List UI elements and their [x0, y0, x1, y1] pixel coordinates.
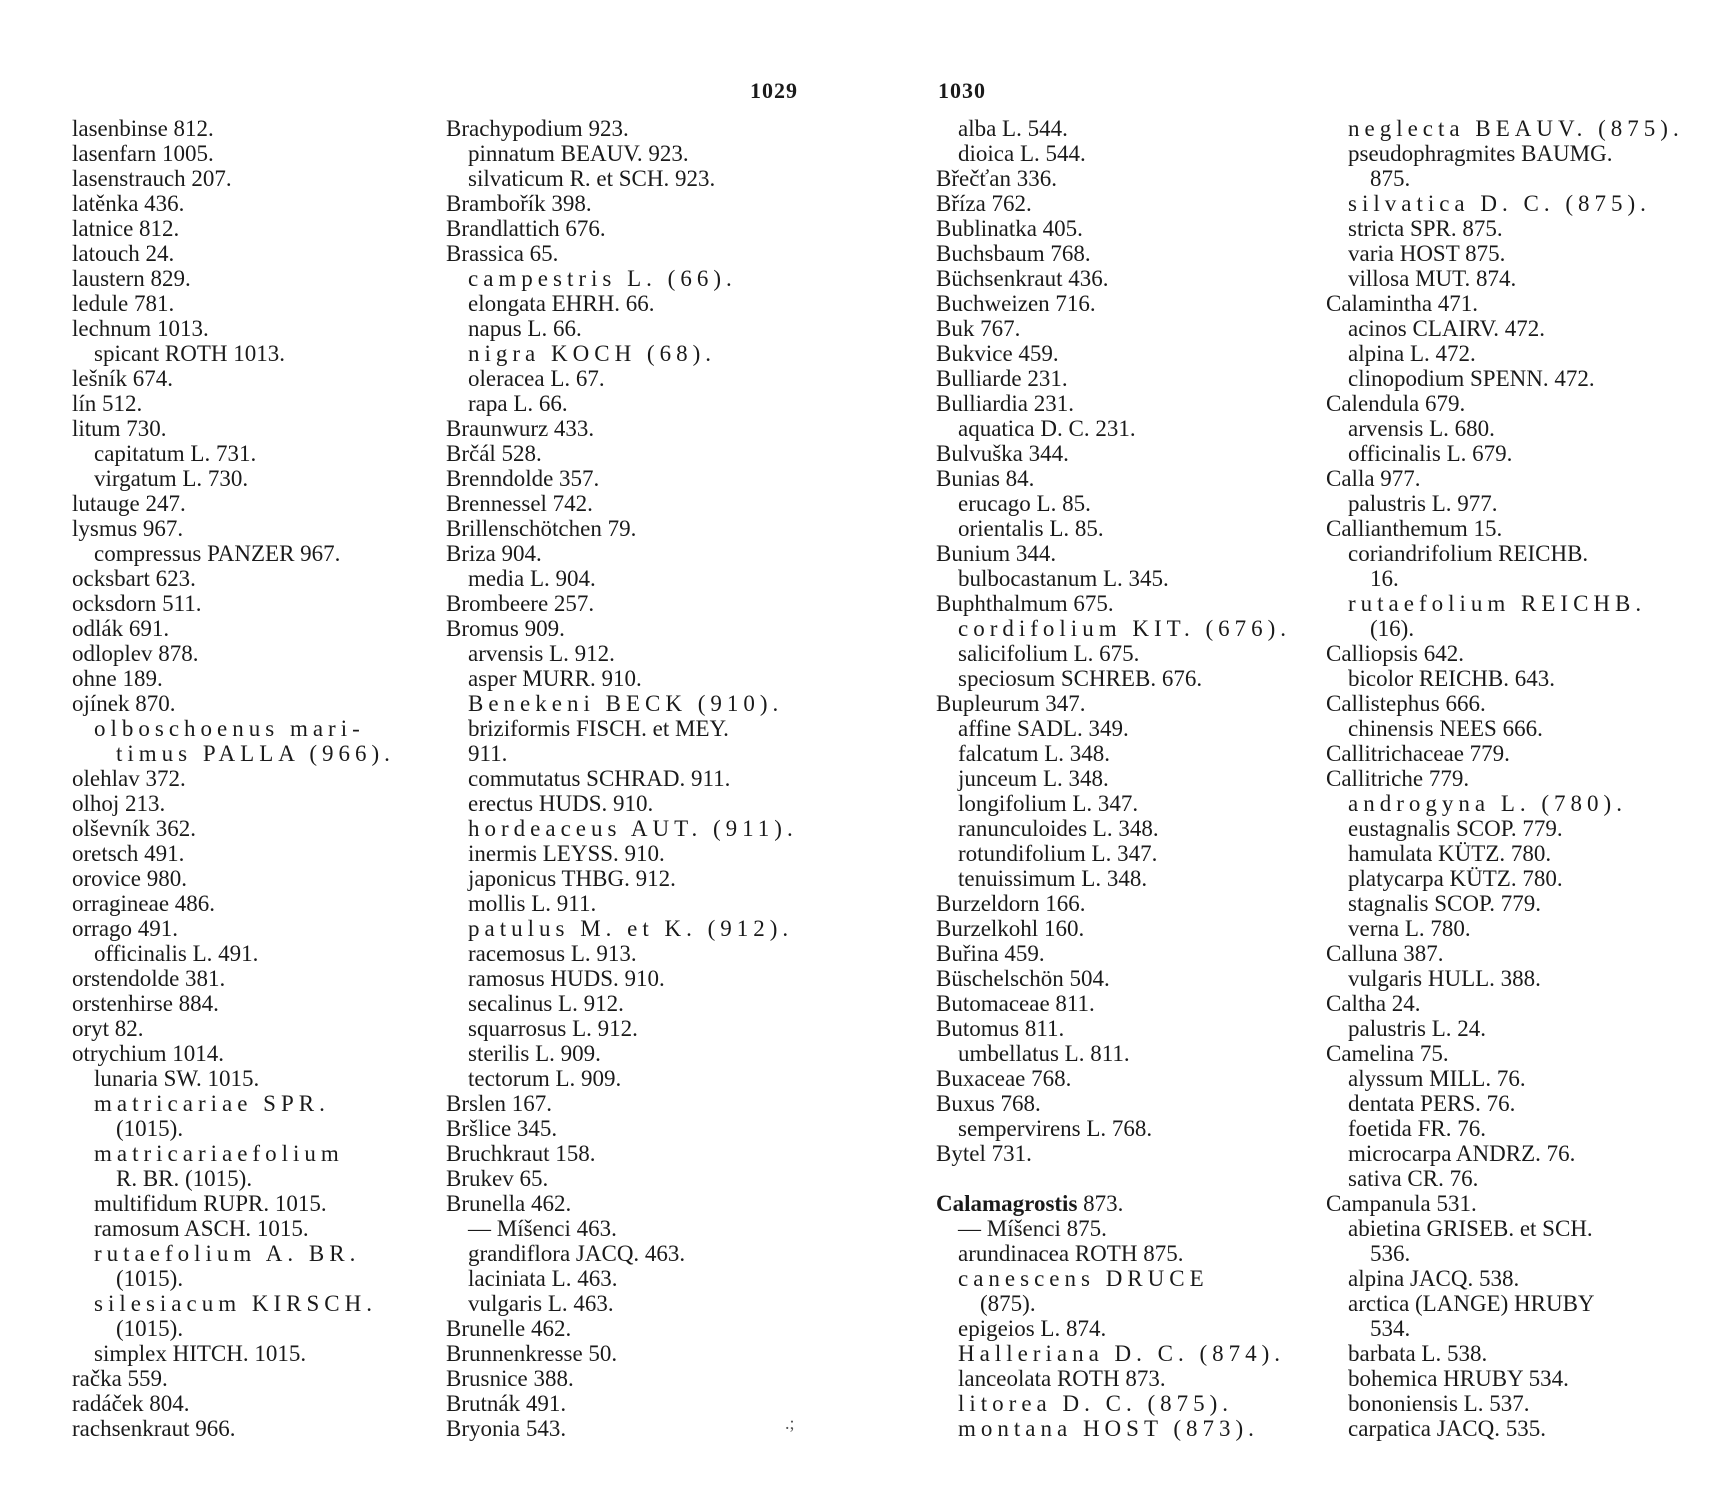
index-entry: silesiacum KIRSCH.	[94, 1291, 377, 1316]
index-entry: Brassica 65.	[446, 241, 559, 266]
index-entry: Brčál 528.	[446, 441, 542, 466]
index-entry: falcatum L. 348.	[958, 741, 1111, 766]
index-entry: orovice 980.	[72, 866, 187, 891]
index-entry: Camelina 75.	[1326, 1041, 1449, 1066]
index-entry: otrychium 1014.	[72, 1041, 225, 1066]
index-entry: pinnatum BEAUV. 923.	[468, 141, 689, 166]
index-entry: silvatica D. C. (875).	[1348, 191, 1651, 216]
index-entry: foetida FR. 76.	[1348, 1116, 1486, 1141]
index-entry: laciniata L. 463.	[468, 1266, 618, 1291]
index-entry: vulgaris L. 463.	[468, 1291, 614, 1316]
index-entry: Brombeere 257.	[446, 591, 595, 616]
index-entry: pseudophragmites BAUMG.	[1348, 141, 1613, 166]
index-entry: epigeios L. 874.	[958, 1316, 1107, 1341]
index-entry: Buxaceae 768.	[936, 1066, 1072, 1091]
index-entry: Brusnice 388.	[446, 1366, 574, 1391]
index-entry: (1015).	[116, 1266, 184, 1291]
index-entry: alpina JACQ. 538.	[1348, 1266, 1520, 1291]
index-entry: Calla 977.	[1326, 466, 1421, 491]
index-entry: secalinus L. 912.	[468, 991, 624, 1016]
index-entry: Brennessel 742.	[446, 491, 593, 516]
index-entry: squarrosus L. 912.	[468, 1016, 638, 1041]
index-entry: Bunias 84.	[936, 466, 1035, 491]
index-entry: Calliopsis 642.	[1326, 641, 1465, 666]
index-entry: Calamintha 471.	[1326, 291, 1479, 316]
index-entry: Bulvuška 344.	[936, 441, 1069, 466]
index-entry: račka 559.	[72, 1366, 168, 1391]
index-entry: litorea D. C. (875).	[958, 1391, 1234, 1416]
index-entry: Briza 904.	[446, 541, 542, 566]
index-entry: Brambořík 398.	[446, 191, 592, 216]
index-entry: timus PALLA (966).	[116, 741, 395, 766]
index-entry: Bulliardia 231.	[936, 391, 1074, 416]
index-entry: Bukvice 459.	[936, 341, 1059, 366]
index-entry: grandiflora JACQ. 463.	[468, 1241, 686, 1266]
index-entry: officinalis L. 491.	[94, 941, 259, 966]
index-entry: rutaefolium A. BR.	[94, 1241, 361, 1266]
index-entry: orientalis L. 85.	[958, 516, 1104, 541]
index-entry: 16.	[1370, 566, 1399, 591]
index-entry: alyssum MILL. 76.	[1348, 1066, 1526, 1091]
index-entry: matricariae SPR.	[94, 1091, 330, 1116]
index-entry: lasenstrauch 207.	[72, 166, 232, 191]
index-entry: stricta SPR. 875.	[1348, 216, 1503, 241]
index-entry: commutatus SCHRAD. 911.	[468, 766, 731, 791]
index-entry: erectus HUDS. 910.	[468, 791, 654, 816]
index-entry: palustris L. 24.	[1348, 1016, 1486, 1041]
index-entry: alpina L. 472.	[1348, 341, 1476, 366]
index-entry: 536.	[1370, 1241, 1411, 1266]
index-entry: Bytel 731.	[936, 1141, 1032, 1166]
index-entry: Buchsbaum 768.	[936, 241, 1091, 266]
index-entry: oleracea L. 67.	[468, 366, 605, 391]
index-entry: Bromus 909.	[446, 616, 565, 641]
index-entry: sativa CR. 76.	[1348, 1166, 1479, 1191]
index-entry: Břečťan 336.	[936, 166, 1057, 191]
index-entry: Buřina 459.	[936, 941, 1045, 966]
index-entry: verna L. 780.	[1348, 916, 1471, 941]
index-entry: inermis LEYSS. 910.	[468, 841, 665, 866]
index-entry: Brenndolde 357.	[446, 466, 600, 491]
index-entry: platycarpa KÜTZ. 780.	[1348, 866, 1563, 891]
index-entry: capitatum L. 731.	[94, 441, 257, 466]
index-entry: lysmus 967.	[72, 516, 184, 541]
index-entry: hordeaceus AUT. (911).	[468, 816, 798, 841]
index-entry: Brutnák 491.	[446, 1391, 567, 1416]
index-entry: 875.	[1370, 166, 1411, 191]
index-entry: sempervirens L. 768.	[958, 1116, 1153, 1141]
index-entry: stagnalis SCOP. 779.	[1348, 891, 1541, 916]
index-entry: Buphthalmum 675.	[936, 591, 1114, 616]
index-entry: arundinacea ROTH 875.	[958, 1241, 1184, 1266]
index-entry: bulbocastanum L. 345.	[958, 566, 1169, 591]
index-entry	[936, 1166, 1291, 1191]
page-number-right: 1030	[938, 78, 986, 103]
index-entry: patulus M. et K. (912).	[468, 916, 794, 941]
index-entry: — Míšenci 463.	[468, 1216, 617, 1241]
index-entry: Callianthemum 15.	[1326, 516, 1503, 541]
index-entry: Calluna 387.	[1326, 941, 1444, 966]
index-entry: campestris L. (66).	[468, 266, 737, 291]
index-entry: matricariaefolium	[94, 1141, 344, 1166]
index-entry: Burzelkohl 160.	[936, 916, 1085, 941]
index-entry: bohemica HRUBY 534.	[1348, 1366, 1569, 1391]
index-entry: Burzeldorn 166.	[936, 891, 1086, 916]
index-entry: Buk 767.	[936, 316, 1021, 341]
index-entry: nigra KOCH (68).	[468, 341, 716, 366]
index-entry: microcarpa ANDRZ. 76.	[1348, 1141, 1576, 1166]
index-entry: Bulliarde 231.	[936, 366, 1068, 391]
index-entry: orstendolde 381.	[72, 966, 226, 991]
index-entry: Butomaceae 811.	[936, 991, 1095, 1016]
index-entry: orragineae 486.	[72, 891, 216, 916]
index-entry: Brachypodium 923.	[446, 116, 629, 141]
index-entry: — Míšenci 875.	[958, 1216, 1107, 1241]
index-entry: arvensis L. 912.	[468, 641, 615, 666]
index-entry: Benekeni BECK (910).	[468, 691, 784, 716]
index-entry: orrago 491.	[72, 916, 179, 941]
index-entry: asper MURR. 910.	[468, 666, 642, 691]
index-entry: rachsenkraut 966.	[72, 1416, 236, 1441]
index-entry: dioica L. 544.	[958, 141, 1086, 166]
index-entry: Bryonia 543.	[446, 1416, 567, 1441]
index-entry: lín 512.	[72, 391, 143, 416]
index-entry: Buchweizen 716.	[936, 291, 1096, 316]
index-entry: Bublinatka 405.	[936, 216, 1083, 241]
index-entry: napus L. 66.	[468, 316, 582, 341]
index-entry: canescens DRUCE	[958, 1266, 1209, 1291]
index-entry: clinopodium SPENN. 472.	[1348, 366, 1595, 391]
index-entry: Braunwurz 433.	[446, 416, 595, 441]
index-entry: Bříza 762.	[936, 191, 1032, 216]
page-number-left: 1029	[750, 78, 798, 103]
index-entry: rutaefolium REICHB.	[1348, 591, 1647, 616]
index-entry: ocksdorn 511.	[72, 591, 202, 616]
index-entry: Büchsenkraut 436.	[936, 266, 1109, 291]
index-entry: orstenhirse 884.	[72, 991, 219, 1016]
index-entry: oretsch 491.	[72, 841, 185, 866]
index-entry: Brslen 167.	[446, 1091, 553, 1116]
index-entry: R. BR. (1015).	[116, 1166, 253, 1191]
index-entry: Bunium 344.	[936, 541, 1057, 566]
index-entry: latěnka 436.	[72, 191, 185, 216]
index-entry: japonicus THBG. 912.	[468, 866, 676, 891]
index-entry: bicolor REICHB. 643.	[1348, 666, 1555, 691]
index-entry: elongata EHRH. 66.	[468, 291, 655, 316]
index-entry: cordifolium KIT. (676).	[958, 616, 1292, 641]
index-entry: salicifolium L. 675.	[958, 641, 1140, 666]
index-entry: lasenfarn 1005.	[72, 141, 214, 166]
index-entry: sterilis L. 909.	[468, 1041, 601, 1066]
index-entry: Büschelschön 504.	[936, 966, 1110, 991]
index-entry: Bruchkraut 158.	[446, 1141, 596, 1166]
index-entry: (16).	[1370, 616, 1415, 641]
index-entry: silvaticum R. et SCH. 923.	[468, 166, 716, 191]
index-entry: montana HOST (873).	[958, 1416, 1259, 1441]
index-entry: racemosus L. 913.	[468, 941, 637, 966]
index-entry: radáček 804.	[72, 1391, 190, 1416]
index-entry: Calamagrostis 873.	[936, 1191, 1124, 1216]
index-entry: neglecta BEAUV. (875).	[1348, 116, 1684, 141]
index-entry: lešník 674.	[72, 366, 173, 391]
index-entry: (1015).	[116, 1316, 184, 1341]
index-entry: barbata L. 538.	[1348, 1341, 1488, 1366]
index-entry: chinensis NEES 666.	[1348, 716, 1543, 741]
index-entry: oryt 82.	[72, 1016, 144, 1041]
index-entry: lutauge 247.	[72, 491, 186, 516]
index-entry: rotundifolium L. 347.	[958, 841, 1158, 866]
index-entry: Brunella 462.	[446, 1191, 572, 1216]
index-entry: media L. 904.	[468, 566, 596, 591]
index-entry: multifidum RUPR. 1015.	[94, 1191, 327, 1216]
index-entry: coriandrifolium REICHB.	[1348, 541, 1589, 566]
index-entry: ramosus HUDS. 910.	[468, 966, 665, 991]
index-entry: officinalis L. 679.	[1348, 441, 1513, 466]
index-entry: compressus PANZER 967.	[94, 541, 341, 566]
index-entry: Callistephus 666.	[1326, 691, 1486, 716]
index-entry: 911.	[468, 741, 508, 766]
index-entry: acinos CLAIRV. 472.	[1348, 316, 1546, 341]
index-entry: lanceolata ROTH 873.	[958, 1366, 1166, 1391]
index-entry: ranunculoides L. 348.	[958, 816, 1159, 841]
index-entry: Brunelle 462.	[446, 1316, 572, 1341]
index-entry: briziformis FISCH. et MEY.	[468, 716, 729, 741]
index-entry: ocksbart 623.	[72, 566, 196, 591]
index-entry: Brukev 65.	[446, 1166, 549, 1191]
index-entry: carpatica JACQ. 535.	[1348, 1416, 1546, 1441]
index-entry: olševník 362.	[72, 816, 196, 841]
index-column-1	[72, 116, 395, 1441]
index-entry: Campanula 531.	[1326, 1191, 1477, 1216]
index-entry: rapa L. 66.	[468, 391, 568, 416]
index-entry: palustris L. 977.	[1348, 491, 1498, 516]
index-entry: lechnum 1013.	[72, 316, 209, 341]
index-entry: litum 730.	[72, 416, 167, 441]
index-entry: eustagnalis SCOP. 779.	[1348, 816, 1563, 841]
index-entry: Brandlattich 676.	[446, 216, 606, 241]
index-entry: ojínek 870.	[72, 691, 176, 716]
index-entry: odloplev 878.	[72, 641, 199, 666]
index-entry: lasenbinse 812.	[72, 116, 214, 141]
index-entry: tectorum L. 909.	[468, 1066, 622, 1091]
index-entry: tenuissimum L. 348.	[958, 866, 1148, 891]
index-entry: villosa MUT. 874.	[1348, 266, 1517, 291]
index-entry: lunaria SW. 1015.	[94, 1066, 260, 1091]
index-entry: aquatica D. C. 231.	[958, 416, 1136, 441]
index-entry: erucago L. 85.	[958, 491, 1091, 516]
index-entry: (875).	[980, 1291, 1036, 1316]
index-entry: androgyna L. (780).	[1348, 791, 1627, 816]
index-entry: speciosum SCHREB. 676.	[958, 666, 1203, 691]
index-entry: Halleriana D. C. (874).	[958, 1341, 1286, 1366]
index-entry: Butomus 811.	[936, 1016, 1065, 1041]
index-entry: Bupleurum 347.	[936, 691, 1086, 716]
index-entry: umbellatus L. 811.	[958, 1041, 1130, 1066]
index-entry: virgatum L. 730.	[94, 466, 249, 491]
index-entry: latnice 812.	[72, 216, 180, 241]
index-entry: Brillenschötchen 79.	[446, 516, 637, 541]
index-entry: odlák 691.	[72, 616, 170, 641]
index-column-3	[936, 116, 1291, 1441]
index-entry: ledule 781.	[72, 291, 175, 316]
index-entry: Bršlice 345.	[446, 1116, 558, 1141]
index-entry: Calendula 679.	[1326, 391, 1466, 416]
index-entry: varia HOST 875.	[1348, 241, 1506, 266]
index-column-4	[1326, 116, 1684, 1441]
index-entry: 534.	[1370, 1316, 1411, 1341]
index-entry: bononiensis L. 537.	[1348, 1391, 1530, 1416]
index-entry: vulgaris HULL. 388.	[1348, 966, 1541, 991]
index-entry: olhoj 213.	[72, 791, 166, 816]
index-entry: laustern 829.	[72, 266, 191, 291]
index-entry: ramosum ASCH. 1015.	[94, 1216, 309, 1241]
index-entry: (1015).	[116, 1116, 184, 1141]
index-entry: affine SADL. 349.	[958, 716, 1129, 741]
index-entry: Brunnenkresse 50.	[446, 1341, 618, 1366]
index-entry: ohne 189.	[72, 666, 163, 691]
index-entry: arvensis L. 680.	[1348, 416, 1495, 441]
index-entry: Callitriche 779.	[1326, 766, 1470, 791]
index-entry: arctica (LANGE) HRUBY	[1348, 1291, 1595, 1316]
index-entry: mollis L. 911.	[468, 891, 597, 916]
index-entry: Buxus 768.	[936, 1091, 1041, 1116]
index-entry: olehlav 372.	[72, 766, 186, 791]
index-entry: Callitrichaceae 779.	[1326, 741, 1510, 766]
index-entry: hamulata KÜTZ. 780.	[1348, 841, 1552, 866]
index-column-2	[446, 116, 798, 1441]
index-entry: junceum L. 348.	[958, 766, 1109, 791]
index-entry: spicant ROTH 1013.	[94, 341, 286, 366]
index-entry: latouch 24.	[72, 241, 175, 266]
index-entry: alba L. 544.	[958, 116, 1068, 141]
index-entry: dentata PERS. 76.	[1348, 1091, 1516, 1116]
index-entry: olboschoenus mari-	[94, 716, 365, 741]
index-entry: longifolium L. 347.	[958, 791, 1139, 816]
index-entry: simplex HITCH. 1015.	[94, 1341, 307, 1366]
index-entry: abietina GRISEB. et SCH.	[1348, 1216, 1593, 1241]
stray-mark: .;	[785, 1413, 795, 1433]
index-entry: Caltha 24.	[1326, 991, 1421, 1016]
